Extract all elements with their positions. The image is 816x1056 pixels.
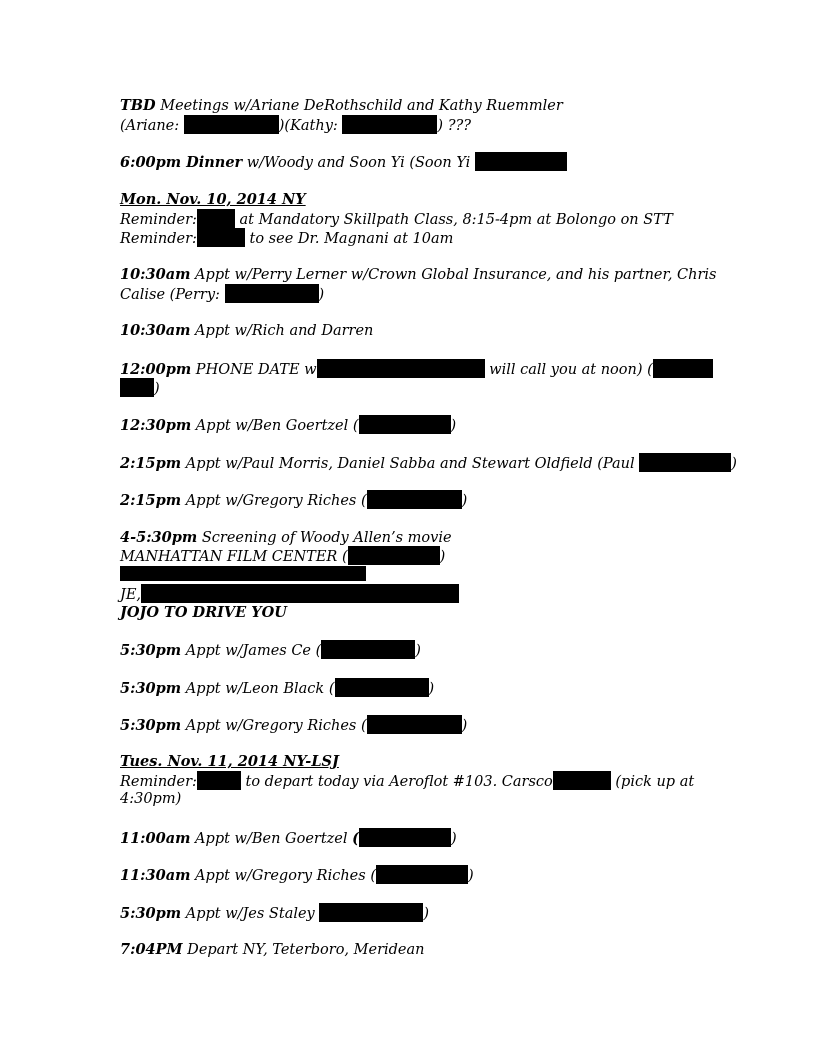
entry-text: ) (450, 418, 457, 434)
entry-time: 12:30pm (120, 417, 192, 434)
entry-text: Appt w/Ben Goertzel ( (191, 418, 359, 434)
redaction (653, 359, 713, 378)
entry-215-paul (120, 453, 737, 474)
entry-530-gregory (120, 715, 467, 736)
entry-text: ) (439, 549, 446, 565)
entry-text: ) (423, 906, 430, 922)
redaction (376, 865, 468, 884)
redaction (197, 209, 235, 228)
redaction (359, 415, 451, 434)
entry-530-james (120, 640, 421, 661)
entry-text: Appt w/Perry Lerner w/Crown Global Insurance, and his partner, Chris (190, 267, 717, 283)
redaction (553, 771, 611, 790)
driver-note: JOJO TO DRIVE YOU (120, 604, 287, 621)
entry-215-gregory (120, 490, 467, 511)
redaction (184, 115, 279, 134)
entry-text: Appt w/Leon Black ( (181, 681, 335, 697)
entry-text: Appt w/Gregory Riches ( (181, 718, 367, 734)
entry-1130 (120, 865, 474, 886)
entry-time: 4-5:30pm (120, 529, 198, 546)
entry-time: 5:30pm (120, 642, 182, 659)
redaction (197, 228, 245, 247)
entry-text: Appt w/Paul Morris, Daniel Sabba and Stewart Oldfield (Paul (181, 456, 640, 472)
entry-1200-2 (120, 378, 160, 399)
entry-text: to see Dr. Magnani at 10am (244, 231, 454, 247)
entry-text: Reminder: (120, 774, 197, 790)
entry-text: Appt w/Ben Goertzel (190, 831, 353, 847)
redaction (197, 771, 241, 790)
tbd-line (120, 96, 563, 116)
entry-1030-perry-2 (120, 284, 324, 305)
entry-text: ) ??? (437, 118, 472, 134)
entry-text: 4:30pm) (120, 791, 182, 807)
entry-text: Meetings w/Ariane DeRothschild and Kathy Ruemmler (155, 98, 563, 114)
redaction (319, 903, 423, 922)
tbd-line-2 (120, 115, 471, 136)
entry-text: ) (428, 681, 435, 697)
entry-text: )(Kathy: (278, 118, 343, 134)
entry-text: Appt w/Gregory Riches ( (181, 493, 367, 509)
entry-text: Appt w/Gregory Riches ( (190, 868, 376, 884)
entry-time: 5:30pm (120, 680, 182, 697)
redaction (335, 678, 429, 697)
entry-text: ) (461, 718, 468, 734)
entry-screening-5 (120, 603, 287, 623)
mon-reminder-2 (120, 228, 453, 249)
entry-time: 2:15pm (120, 492, 182, 509)
redaction (225, 284, 319, 303)
entry-text: (Ariane: (120, 118, 184, 134)
entry-time: 5:30pm (120, 905, 182, 922)
entry-text: JE, (120, 587, 142, 603)
entry-text: PHONE DATE w (191, 362, 317, 378)
entry-text: Appt w/Rich and Darren (190, 323, 374, 339)
entry-time: 10:30am (120, 266, 191, 283)
entry-text: to depart today via Aeroflot #103. Carsco (240, 774, 553, 790)
redaction (120, 378, 154, 397)
entry-530-leon (120, 678, 434, 699)
entry-time: 11:00am (120, 830, 191, 847)
entry-1030-perry (120, 265, 717, 285)
entry-530-jes (120, 903, 429, 924)
entry-time: 2:15pm (120, 455, 182, 472)
entry-time: 11:30am (120, 867, 191, 884)
entry-text: MANHATTAN FILM CENTER ( (120, 549, 348, 565)
entry-text: Calise (Perry: (120, 287, 225, 303)
entry-text: Reminder: (120, 231, 197, 247)
redaction (317, 359, 485, 378)
entry-text: ) (451, 831, 457, 847)
day-header-text: Mon. Nov. 10, 2014 NY (120, 191, 306, 208)
entry-1030-rich (120, 321, 373, 341)
entry-screening-2 (120, 546, 445, 567)
entry-text: ( (352, 830, 360, 847)
entry-text: will call you at noon) ( (484, 362, 653, 378)
entry-text: Appt w/Jes Staley (181, 906, 320, 922)
entry-text: ) (318, 287, 325, 303)
entry-text: w/Woody and Soon Yi (Soon Yi (242, 155, 475, 171)
entry-time: 6:00pm Dinner (120, 154, 243, 171)
entry-time: 7:04PM (120, 941, 183, 958)
entry-text: ) (467, 868, 474, 884)
entry-time: TBD (120, 97, 156, 114)
dinner-line (120, 152, 567, 173)
tue-reminder-2 (120, 790, 181, 809)
entry-text: at Mandatory Skillpath Class, 8:15-4pm at Bolongo on STT (234, 212, 673, 228)
redaction (359, 828, 451, 847)
redaction (120, 566, 366, 581)
entry-text: ) (154, 381, 160, 397)
entry-time: 12:00pm (120, 361, 192, 378)
mon-reminder-1 (120, 209, 673, 230)
entry-screening (120, 528, 452, 548)
redaction (367, 490, 462, 509)
entry-text: ) (415, 643, 421, 659)
redaction (348, 546, 440, 565)
redaction (141, 584, 459, 603)
entry-704 (120, 940, 425, 960)
entry-text: Appt w/James Ce ( (181, 643, 322, 659)
redaction (475, 152, 567, 171)
entry-time: 10:30am (120, 322, 191, 339)
entry-text: Screening of Woody Allen’s movie (197, 530, 452, 546)
entry-text: Depart NY, Teterboro, Meridean (182, 942, 425, 958)
day-header-tue (120, 752, 339, 772)
redaction (342, 115, 437, 134)
redaction (321, 640, 415, 659)
entry-1100 (120, 828, 457, 849)
entry-1230 (120, 415, 456, 436)
day-header-mon (120, 190, 306, 210)
redaction (367, 715, 462, 734)
entry-text: ) (461, 493, 468, 509)
tue-reminder (120, 771, 694, 792)
entry-text: Reminder: (120, 212, 197, 228)
redaction (639, 453, 731, 472)
entry-text: ) (731, 456, 737, 472)
entry-screening-4 (120, 584, 459, 605)
entry-time: 5:30pm (120, 717, 182, 734)
entry-1200 (120, 359, 713, 380)
day-header-text: Tues. Nov. 11, 2014 NY-LSJ (120, 753, 339, 770)
entry-text: (pick up at (610, 774, 695, 790)
